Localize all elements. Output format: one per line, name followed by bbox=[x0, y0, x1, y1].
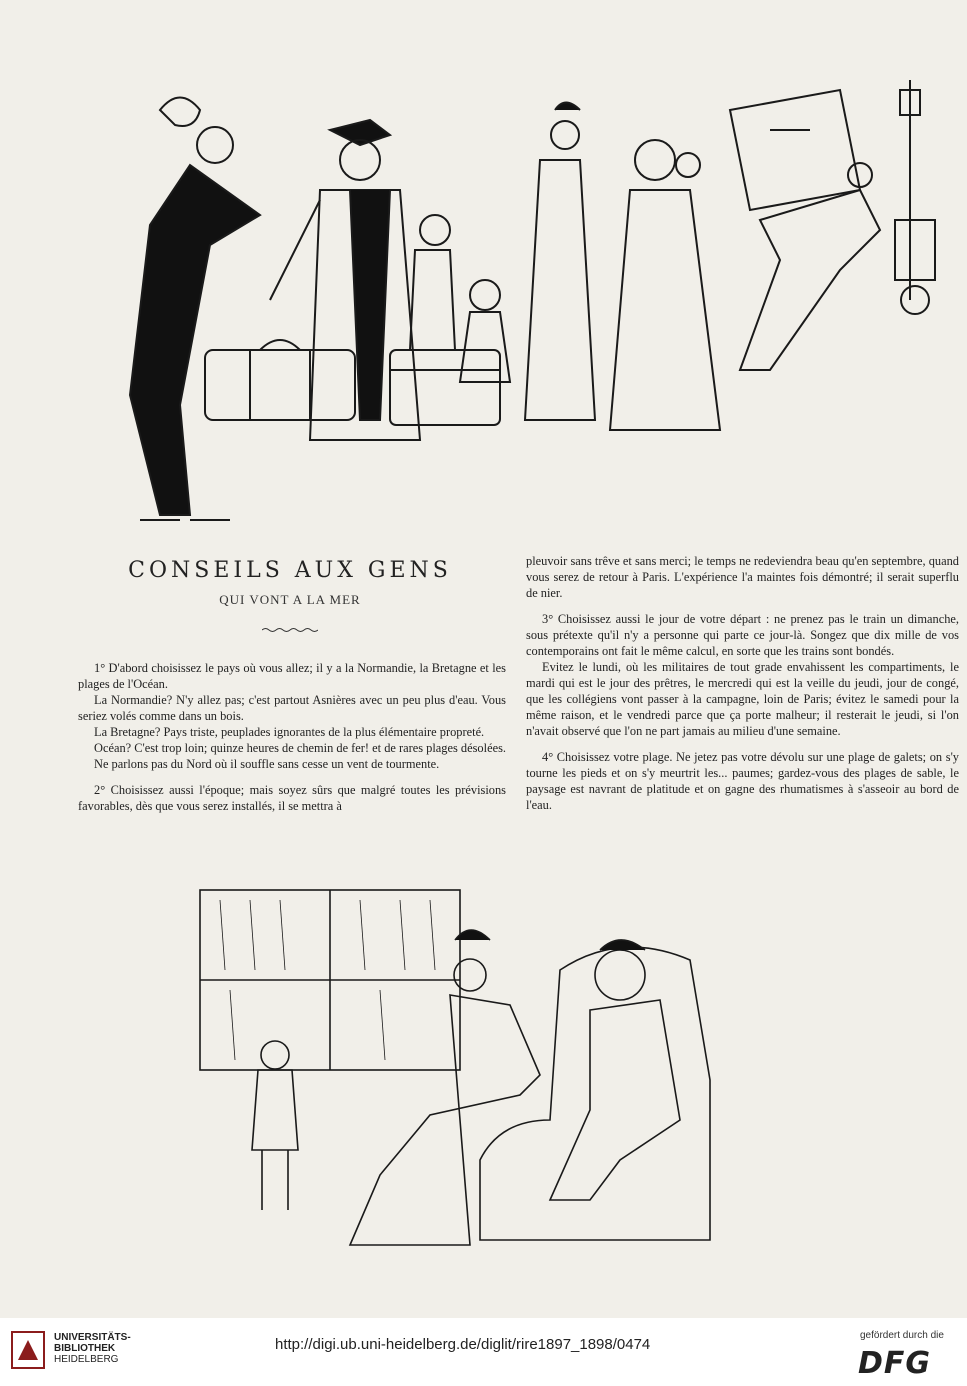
paragraph: 1° D'abord choisissez le pays où vous allez; il y a la Normandie, la Bretagne et les plages de l'Océan. bbox=[78, 661, 506, 691]
institution-line: HEIDELBERG bbox=[54, 1354, 119, 1365]
paragraph: pleuvoir sans trêve et sans merci; le temps ne redeviendra beau qu'en septembre, quand vous serez de retour à Paris. L'expérience l'a maintes fois démontré; il serait superflu de nier. bbox=[526, 554, 959, 600]
rainy-day-illustration bbox=[180, 880, 760, 1280]
paragraph: 4° Choisissez votre plage. Ne jetez pas votre dévolu sur une plage de galets; on s'y tourne les pieds et on s'y meurtrit les... paumes; gardez-vous des plages de sable, le paysage est navrant de platitude et on gagne des rhumatismes à s'asseoir au bord de l'eau. bbox=[526, 750, 959, 812]
paragraph: Evitez le lundi, où les militaires de tout grade envahissent les compartiments, le mardi qui est le jour des prêtres, le mercredi qui est la veille du jeudi, jour de congé, que les collégiens vont passer à la campagne, loin de Paris; évitez le samedi pour la même raison, et le vendredi parce que ça porte malheur; il resterait le jeudi, si l'on n'avait observé que l'on ne part jamais au milieu d'une semaine. bbox=[526, 660, 959, 738]
paragraph: Ne parlons pas du Nord où il souffle sans cesse un vent de tourmente. bbox=[94, 757, 440, 771]
institution-line: UNIVERSITÄTS- bbox=[54, 1332, 131, 1343]
university-seal-icon bbox=[10, 1330, 46, 1370]
source-url-link[interactable]: http://digi.ub.uni-heidelberg.de/diglit/rire1897_1898/0474 bbox=[275, 1336, 651, 1353]
travellers-illustration bbox=[70, 50, 960, 540]
paragraph: La Bretagne? Pays triste, peuplades ignorantes de la plus élémentaire propreté. bbox=[94, 725, 485, 739]
footer-bar bbox=[0, 1318, 967, 1386]
paragraph: 2° Choisissez aussi l'époque; mais soyez sûrs que malgré toutes les prévisions favorables, dès que vous serez installés, il se mettra à bbox=[78, 783, 506, 813]
institution-line: BIBLIOTHEK bbox=[54, 1343, 116, 1354]
paragraph: La Normandie? N'y allez pas; c'est partout Asnières avec un peu plus d'eau. Vous seriez volés comme dans un bois. bbox=[78, 693, 506, 723]
article-title: CONSEILS AUX GENS bbox=[128, 558, 452, 583]
funding-caption: gefördert durch die bbox=[860, 1330, 944, 1341]
article-column-right bbox=[526, 553, 959, 813]
article-column-left bbox=[78, 660, 506, 814]
dfg-logo: DFG bbox=[858, 1346, 932, 1381]
paragraph: Océan? C'est trop loin; quinze heures de chemin de fer! et de rares plages désolées. bbox=[94, 741, 506, 755]
article-subtitle: QUI VONT A LA MER bbox=[219, 592, 361, 607]
university-library-label bbox=[54, 1332, 131, 1365]
paragraph: 3° Choisissez aussi le jour de votre départ : ne prenez pas le train un dimanche, sous prétexte qu'il n'y a personne qui parte ce jour-là. Songez que dix mille de vos contemporains ont fait le même calcul, en sorte que les trains sont bondés. bbox=[526, 612, 959, 658]
title-ornament bbox=[262, 627, 318, 633]
